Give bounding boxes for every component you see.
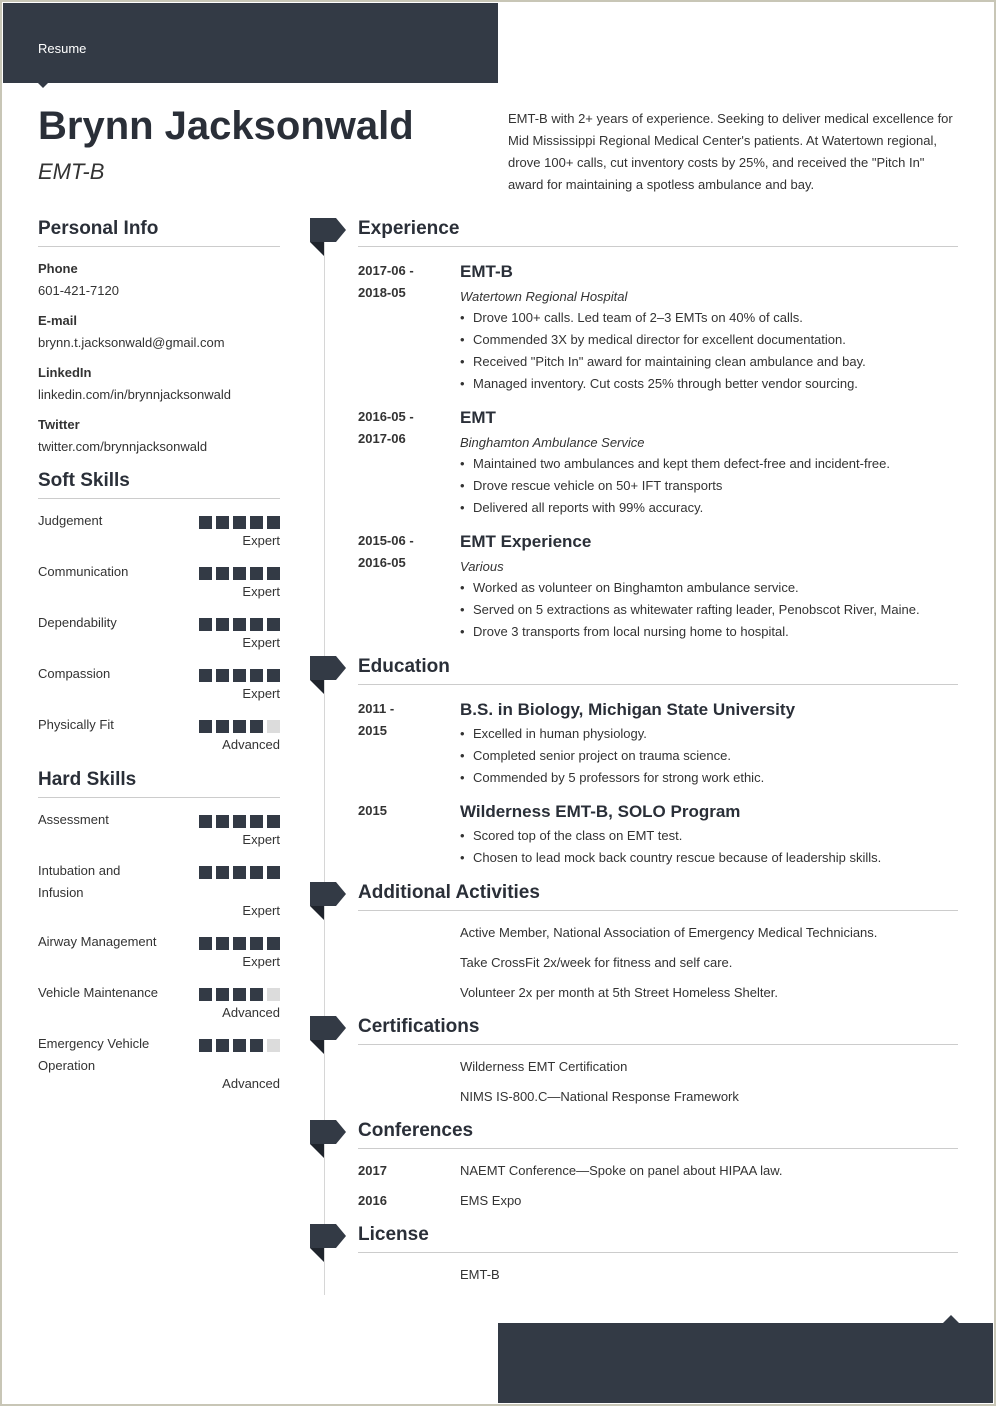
education-heading: Education [358,656,958,685]
license-item: EMT-B [460,1267,500,1282]
rating-filled-square [199,1039,212,1052]
contact-twitter [38,414,280,458]
list-item: • Drove 100+ calls. Led team of 2–3 EMTs on 40% of calls. [460,307,960,329]
rating-filled-square [199,669,212,682]
rating-filled-square [216,516,229,529]
edu-bullets [460,825,960,869]
skill-level: Expert [242,686,280,701]
hard-skills-section [38,769,280,798]
rating-filled-square [199,937,212,950]
skill-level: Advanced [222,737,280,752]
skill-rating [199,988,280,1001]
rating-filled-square [216,866,229,879]
job-company: Watertown Regional Hospital [460,289,628,304]
rating-filled-square [199,516,212,529]
rating-filled-square [250,937,263,950]
edu-start: 2015 [358,803,387,818]
linkedin-label: LinkedIn [38,365,92,380]
job-end: 2016-05 [358,555,406,570]
hard-skills-list [38,809,280,1099]
activity-item: Volunteer 2x per month at 5th Street Homeless Shelter. [460,985,778,1000]
rating-filled-square [233,516,246,529]
skill-rating [199,618,280,631]
rating-filled-square [267,937,280,950]
job-role: EMT Experience [460,532,592,551]
rating-filled-square [267,516,280,529]
rating-filled-square [250,669,263,682]
skill-rating [199,866,280,879]
footer-bar [498,1323,993,1403]
rating-filled-square [199,618,212,631]
rating-filled-square [233,567,246,580]
rating-filled-square [250,516,263,529]
section-flag-icon [310,1120,346,1158]
skill-level: Expert [242,832,280,847]
conferences-heading: Conferences [358,1120,958,1149]
list-item: • Served on 5 extractions as whitewater rafting leader, Penobscot River, Maine. [460,599,960,621]
rating-empty-square [267,988,280,1001]
skill-name: Compassion [38,666,111,681]
rating-filled-square [250,720,263,733]
personal-info-section [38,218,280,247]
rating-filled-square [199,866,212,879]
rating-empty-square [267,1039,280,1052]
skill-rating [199,815,280,828]
candidate-name: Brynn Jacksonwald [38,104,414,148]
conference-item: NAEMT Conference—Spoke on panel about HIPAA law. [460,1163,783,1178]
list-item: • Completed senior project on trauma science. [460,745,960,767]
rating-filled-square [199,988,212,1001]
rating-filled-square [233,866,246,879]
activity-item: Take CrossFit 2x/week for fitness and self care. [460,955,733,970]
rating-filled-square [233,720,246,733]
edu-start: 2011 - [358,701,395,716]
phone-label: Phone [38,261,78,276]
rating-filled-square [199,567,212,580]
list-item: • Commended by 5 professors for strong work ethic. [460,767,960,789]
rating-filled-square [233,988,246,1001]
list-item: • Managed inventory. Cut costs 25% through better vendor sourcing. [460,373,960,395]
section-flag-icon [310,656,346,694]
skill-rating [199,937,280,950]
phone-value[interactable]: 601-421-7120 [38,283,119,298]
rating-filled-square [267,866,280,879]
skill-name: Assessment [38,812,109,827]
job-start: 2015-06 - [358,533,414,548]
soft-skills-section [38,470,280,499]
list-item: • Maintained two ambulances and kept them defect-free and incident-free. [460,453,960,475]
personal-info-heading: Personal Info [38,218,280,247]
soft-skills-list [38,510,280,760]
rating-filled-square [267,567,280,580]
job-company: Binghamton Ambulance Service [460,435,645,450]
list-item: • Scored top of the class on EMT test. [460,825,960,847]
header-notch [35,80,51,88]
section-flag-icon [310,882,346,920]
edu-bullets [460,723,960,789]
email-value[interactable]: brynn.t.jacksonwald@gmail.com [38,335,225,350]
skill-name: Vehicle Maintenance [38,985,158,1000]
certification-item: NIMS IS-800.C—National Response Framework [460,1089,739,1104]
rating-filled-square [199,720,212,733]
skill-rating [199,567,280,580]
rating-filled-square [267,815,280,828]
rating-filled-square [216,669,229,682]
header-label: Resume [38,41,87,56]
rating-filled-square [233,669,246,682]
skill-name: Physically Fit [38,717,114,732]
skill-name: Communication [38,564,129,579]
twitter-value[interactable]: twitter.com/brynnjacksonwald [38,439,208,454]
job-start: 2016-05 - [358,409,414,424]
rating-filled-square [216,815,229,828]
skill-level: Expert [242,584,280,599]
conference-year: 2016 [358,1193,387,1208]
edu-degree: B.S. in Biology, Michigan State University [460,700,796,719]
rating-empty-square [267,720,280,733]
activity-item: Active Member, National Association of Emergency Medical Technicians. [460,925,878,940]
skill-name: Intubation and Infusion [38,863,121,900]
job-start: 2017-06 - [358,263,414,278]
list-item: • Received "Pitch In" award for maintaining clean ambulance and bay. [460,351,960,373]
rating-filled-square [250,1039,263,1052]
skill-rating [199,516,280,529]
job-end: 2018-05 [358,285,406,300]
section-flag-icon [310,218,346,256]
twitter-label: Twitter [38,417,80,432]
conference-item: EMS Expo [460,1193,522,1208]
rating-filled-square [250,567,263,580]
edu-end: 2015 [358,723,387,738]
skill-name: Airway Management [38,934,157,949]
rating-filled-square [199,815,212,828]
certifications-heading: Certifications [358,1016,958,1045]
rating-filled-square [250,815,263,828]
list-item: • Drove 3 transports from local nursing home to hospital. [460,621,960,643]
skill-name: Dependability [38,615,117,630]
rating-filled-square [250,866,263,879]
rating-filled-square [216,1039,229,1052]
conference-year: 2017 [358,1163,387,1178]
list-item: • Chosen to lead mock back country rescue because of leadership skills. [460,847,960,869]
list-item: • Worked as volunteer on Binghamton ambulance service. [460,577,960,599]
skill-level: Advanced [222,1005,280,1020]
rating-filled-square [233,1039,246,1052]
rating-filled-square [233,937,246,950]
list-item: • Commended 3X by medical director for excellent documentation. [460,329,960,351]
job-dates [358,260,448,304]
rating-filled-square [267,618,280,631]
rating-filled-square [233,815,246,828]
skill-name: Emergency Vehicle Operation [38,1036,150,1073]
license-heading: License [358,1224,958,1253]
job-bullets [460,453,960,519]
list-item: • Drove rescue vehicle on 50+ IFT transports [460,475,960,497]
section-flag-icon [310,1224,346,1262]
list-item: • Delivered all reports with 99% accuracy. [460,497,960,519]
skill-level: Expert [242,954,280,969]
rating-filled-square [216,937,229,950]
experience-heading: Experience [358,218,958,247]
rating-filled-square [250,618,263,631]
skill-rating [199,720,280,733]
skill-name: Judgement [38,513,103,528]
job-bullets [460,577,960,643]
job-bullets [460,307,960,395]
soft-skills-heading: Soft Skills [38,470,280,499]
skill-level: Expert [242,533,280,548]
job-dates [358,530,448,574]
contact-email [38,310,280,354]
summary-text: EMT-B with 2+ years of experience. Seeking to deliver medical excellence for Mid Mississippi Regional Medical Center's patients. At Watertown regional, drove 100+ calls, cut inventory costs by 25%, and received the "Pitch In" award for maintaining a spotless ambulance and bay. [508,111,953,192]
list-item: • Excelled in human physiology. [460,723,960,745]
skill-level: Expert [242,903,280,918]
rating-filled-square [250,988,263,1001]
rating-filled-square [216,988,229,1001]
rating-filled-square [267,669,280,682]
edu-dates [358,800,448,822]
edu-dates [358,698,448,742]
footer-notch [943,1315,959,1323]
contact-linkedin [38,362,280,406]
edu-degree: Wilderness EMT-B, SOLO Program [460,802,741,821]
skill-level: Expert [242,635,280,650]
linkedin-value[interactable]: linkedin.com/in/brynnjacksonwald [38,387,231,402]
skill-level: Advanced [222,1076,280,1091]
job-dates [358,406,448,450]
section-flag-icon [310,1016,346,1054]
job-role: EMT [460,408,496,427]
skill-rating [199,1039,280,1052]
email-label: E-mail [38,313,78,328]
activities-heading: Additional Activities [358,882,958,911]
candidate-title: EMT-B [38,159,105,184]
job-company: Various [460,559,504,574]
rating-filled-square [216,567,229,580]
certification-item: Wilderness EMT Certification [460,1059,628,1074]
header-bar [3,3,498,83]
job-role: EMT-B [460,262,513,281]
skill-rating [199,669,280,682]
rating-filled-square [233,618,246,631]
rating-filled-square [216,618,229,631]
rating-filled-square [216,720,229,733]
contact-phone [38,258,280,302]
hard-skills-heading: Hard Skills [38,769,280,798]
job-end: 2017-06 [358,431,406,446]
